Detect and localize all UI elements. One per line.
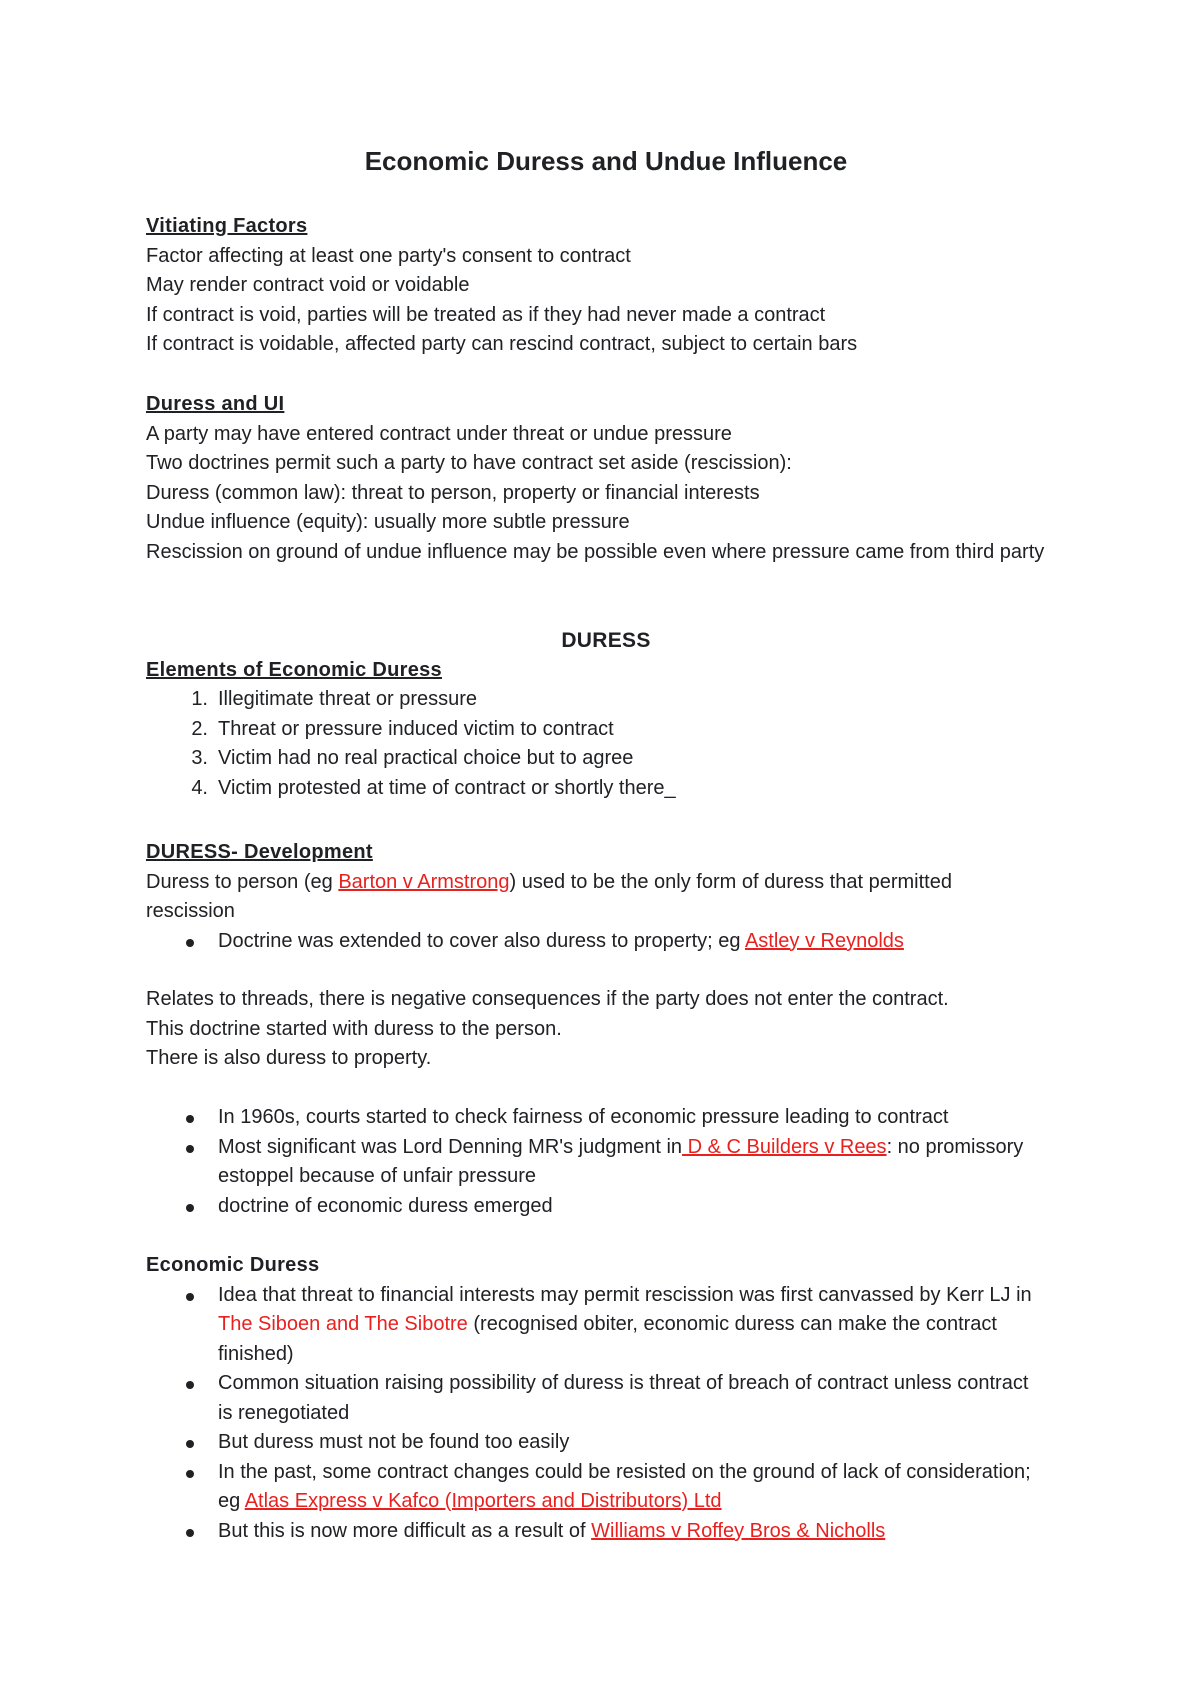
section-heading: Duress and UI (146, 393, 285, 415)
list-item: 1. Illegitimate threat or pressure (191, 688, 478, 710)
list-item: 4. Victim protested at time of contract or shortly there_ (191, 776, 676, 799)
section-vitiating-factors (146, 212, 1066, 360)
section-heading: DURESS- Development (146, 841, 373, 863)
bullet-list (146, 927, 1066, 957)
text-line: May render contract void or voidable (146, 274, 470, 296)
list-item: Idea that threat to financial interests may permit rescission was first canvassed by Kerr LJ in The Siboen and The Sibotre (recognised obiter, economic duress can make the contract finished) (146, 1281, 1046, 1370)
case-link-astley-v-reynolds[interactable]: Astley v Reynolds (744, 929, 904, 952)
bullet-icon (186, 1470, 194, 1478)
list-item: doctrine of economic duress emerged (146, 1192, 1066, 1222)
section-duress-and-ui (146, 390, 1066, 567)
case-link-d-c-builders-v-rees[interactable]: D & C Builders v Rees (682, 1135, 887, 1158)
section-heading-centered: DURESS (561, 629, 651, 652)
list-item: In the past, some contract changes could be resisted on the ground of lack of consideration; eg Atlas Express v Kafco (Importers and Distributors) Ltd (146, 1458, 1046, 1517)
list-item: But this is now more difficult as a result of Williams v Roffey Bros & Nicholls (146, 1517, 1046, 1547)
list-item: Doctrine was extended to cover also duress to property; eg Astley v Reynolds (146, 927, 1066, 957)
case-link-williams-v-roffey[interactable]: Williams v Roffey Bros & Nicholls (591, 1519, 886, 1542)
text-line: This doctrine started with duress to the person. (146, 1017, 562, 1040)
text-line: There is also duress to property. (146, 1047, 432, 1069)
bullet-icon (186, 1529, 194, 1537)
text-paragraph: Duress to person (eg Barton v Armstrong) used to be the only form of duress that permitted rescission (146, 870, 952, 922)
bullet-icon (186, 1115, 194, 1123)
text-line: Factor affecting at least one party's consent to contract (146, 244, 631, 267)
text-line: Relates to threads, there is negative consequences if the party does not enter the contract. (146, 988, 949, 1010)
section-duress-development (146, 838, 1066, 956)
text-line: Undue influence (equity): usually more subtle pressure (146, 511, 630, 533)
list-item: 2. Threat or pressure induced victim to contract (191, 717, 614, 740)
text-line: If contract is voidable, affected party can rescind contract, subject to certain bars (146, 333, 858, 355)
list-item: Common situation raising possibility of duress is threat of breach of contract unless contract is renegotiated (146, 1369, 1046, 1428)
list-item: But duress must not be found too easily (146, 1428, 1046, 1458)
bullet-icon (186, 939, 194, 947)
case-link-atlas-express-v-kafco[interactable]: Atlas Express v Kafco (Importers and Distributors) Ltd (244, 1490, 722, 1512)
text-line: Two doctrines permit such a party to have contract set aside (rescission): (146, 452, 792, 474)
bullet-icon (186, 1440, 194, 1448)
text-line: If contract is void, parties will be treated as if they had never made a contract (146, 303, 826, 326)
case-name-siboen-sibotre: The Siboen and The Sibotre (218, 1313, 468, 1335)
section-duress (146, 626, 1066, 803)
elements-list (146, 685, 1066, 803)
bullet-icon (186, 1381, 194, 1389)
list-item: In 1960s, courts started to check fairness of economic pressure leading to contract (146, 1103, 1066, 1133)
text-line: A party may have entered contract under threat or undue pressure (146, 422, 732, 445)
bullet-list (146, 1281, 1046, 1547)
bullet-icon (186, 1293, 194, 1301)
list-item: Most significant was Lord Denning MR's judgment in D & C Builders v Rees: no promissory estoppel because of unfair pressure (146, 1133, 1066, 1192)
text-line: Duress (common law): threat to person, property or financial interests (146, 481, 760, 504)
bullet-icon (186, 1145, 194, 1153)
bullet-icon (186, 1204, 194, 1212)
bullet-list-1960s (146, 1103, 1066, 1221)
notes-paragraph (146, 985, 1066, 1074)
list-item: 3. Victim had no real practical choice but to agree (191, 747, 634, 769)
section-economic-duress (146, 1251, 1066, 1546)
section-heading: Vitiating Factors (146, 215, 308, 237)
subsection-heading: Elements of Economic Duress (146, 658, 442, 681)
case-link-barton-v-armstrong[interactable]: Barton v Armstrong (338, 870, 510, 893)
page-title: Economic Duress and Undue Influence (364, 146, 848, 176)
text-line: Rescission on ground of undue influence may be possible even where pressure came from third party (146, 540, 1045, 563)
section-heading: Economic Duress (146, 1254, 320, 1276)
